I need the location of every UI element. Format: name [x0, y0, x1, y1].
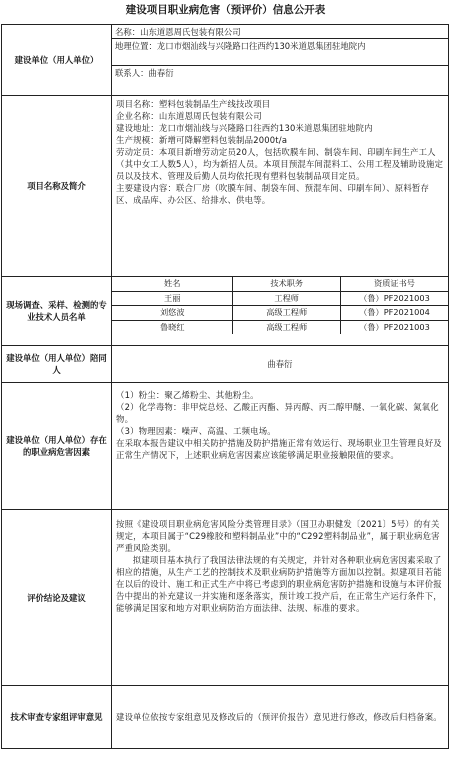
- review-cell: [112, 686, 449, 749]
- staff-cert: （鲁）PF2021003: [359, 321, 430, 332]
- hazards-cell: [112, 383, 449, 510]
- staff-cert: （鲁）PF2021004: [340, 306, 448, 321]
- unit-contact: 联系人：曲春衍: [115, 68, 174, 78]
- label-project: 项目名称及简介: [2, 96, 112, 277]
- staff-header-row: [112, 277, 448, 291]
- disclosure-form-table: [1, 24, 449, 749]
- review-value: 建设单位依按专家组意见及修改后的（预评价报告）意见进行修改，修改后归档备案。: [116, 712, 442, 722]
- staff-name: 鲁晓红: [112, 320, 233, 334]
- hazard-line: （1）粉尘：聚乙烯粉尘、其他粉尘。: [116, 390, 259, 400]
- hazard-line: 在采取本报告建议中相关防护措施及防护措施正常有效运行、现场职业卫生管理良好及正常生产情况下，上述职业病危害因素应该能够满足职业接触限值的要求。: [116, 438, 442, 460]
- label-review: 技术审查专家组评审意见: [2, 686, 112, 749]
- companion-value: 曲春衍: [112, 346, 449, 383]
- row-staff: [2, 277, 449, 346]
- row-project: [2, 96, 449, 277]
- staff-row: [112, 291, 448, 306]
- label-unit: 建设单位（用人单位）: [2, 25, 112, 96]
- row-review: [2, 686, 449, 749]
- staff-row: [112, 320, 448, 334]
- staff-cell: [112, 277, 449, 346]
- project-line: 项目名称：塑料包装制品生产线技改项目: [116, 99, 271, 109]
- conclusion-paragraph: 按照《建设项目职业病危害风险分类管理目录》（国卫办职健发〔2021〕5号）的有关规定，本项目属于“C29橡胶和塑料制品业”中的“C292塑料制品业”，属于职业病危害严重风险类别。: [116, 519, 440, 553]
- hazard-line: （3）物理因素：噪声、高温、工频电场。: [116, 426, 276, 436]
- conclusion-cell: [112, 510, 449, 686]
- staff-header: 技术职务: [233, 277, 341, 291]
- row-companion: [2, 346, 449, 383]
- unit-cell: [112, 25, 449, 96]
- hazard-line: （2）化学毒物：非甲烷总烃、乙酸正丙酯、异丙醇、丙二醇甲醚、一氧化碳、氮氧化物。: [116, 402, 439, 424]
- unit-address: 地理位置：龙口市烟汕线与兴隆路口往西约130米道恩集团驻地院内: [112, 39, 448, 66]
- label-companion: 建设单位（用人单位）陪同人: [2, 346, 112, 383]
- project-line: 劳动定员：本项目新增劳动定员20人，包括吹膜车间、制袋车间、印刷车间生产工人（其中女工人数5人），均为新招人员。本项目预混车间混料工、公用工程及辅助设施定员以及技术、管理及后勤人员均依托现有塑料包装制品项目定员。: [116, 147, 444, 181]
- staff-table: [112, 277, 448, 334]
- page-title: 建设项目职业病危害（预评价）信息公开表: [125, 4, 326, 16]
- project-line: 生产规模：新增可降解塑料包装制品2000t/a: [116, 135, 288, 145]
- staff-name: 王丽: [112, 291, 233, 306]
- staff-cert: （鲁）PF2021003: [340, 291, 448, 306]
- row-unit: [2, 25, 449, 96]
- staff-name: 刘悠波: [112, 306, 233, 321]
- project-line: 建设地址：龙口市烟汕线与兴隆路口往西约130米道恩集团驻地院内: [116, 123, 373, 133]
- staff-title: 高级工程师: [233, 320, 341, 334]
- staff-header: 姓名: [112, 277, 233, 291]
- staff-title: 高级工程师: [233, 306, 341, 321]
- project-cell: [112, 96, 449, 277]
- label-hazards: 建设单位（用人单位）存在的职业病危害因素: [2, 383, 112, 510]
- row-conclusion: [2, 510, 449, 686]
- label-staff: 现场调查、采样、检测的专业技术人员名单: [2, 277, 112, 346]
- row-hazards: [2, 383, 449, 510]
- project-line: 企业名称：山东道恩周氏包装有限公司: [116, 111, 262, 121]
- staff-row: [112, 306, 448, 321]
- project-line: 主要建设内容：联合厂房（吹膜车间、制袋车间、预混车间、印刷车间）、原料暂存区、成品库、办公区、给排水、供电等。: [116, 183, 430, 205]
- unit-name: 名称：山东道恩周氏包装有限公司: [112, 25, 448, 39]
- staff-header: 资质证书号: [340, 277, 448, 291]
- conclusion-paragraph: 拟建项目基本执行了我国法律法规的有关规定，并针对各种职业病危害因素采取了相应的措施，从生产工艺的控制技术及职业病防护措施等方面加以控制。拟建项目若能在以后的设计、施工和正式生产中将已考虑到的职业病危害防护措施和设施与本评价报告中提出的补充建议一并实施和逐条落实，预计竣工投产后，在正常生产运行条件下，能够满足国家和地方对职业病防治方面法律、法规、标准的要求。: [116, 555, 442, 613]
- staff-title: 工程师: [233, 291, 341, 306]
- label-conclusion: 评价结论及建议: [2, 510, 112, 686]
